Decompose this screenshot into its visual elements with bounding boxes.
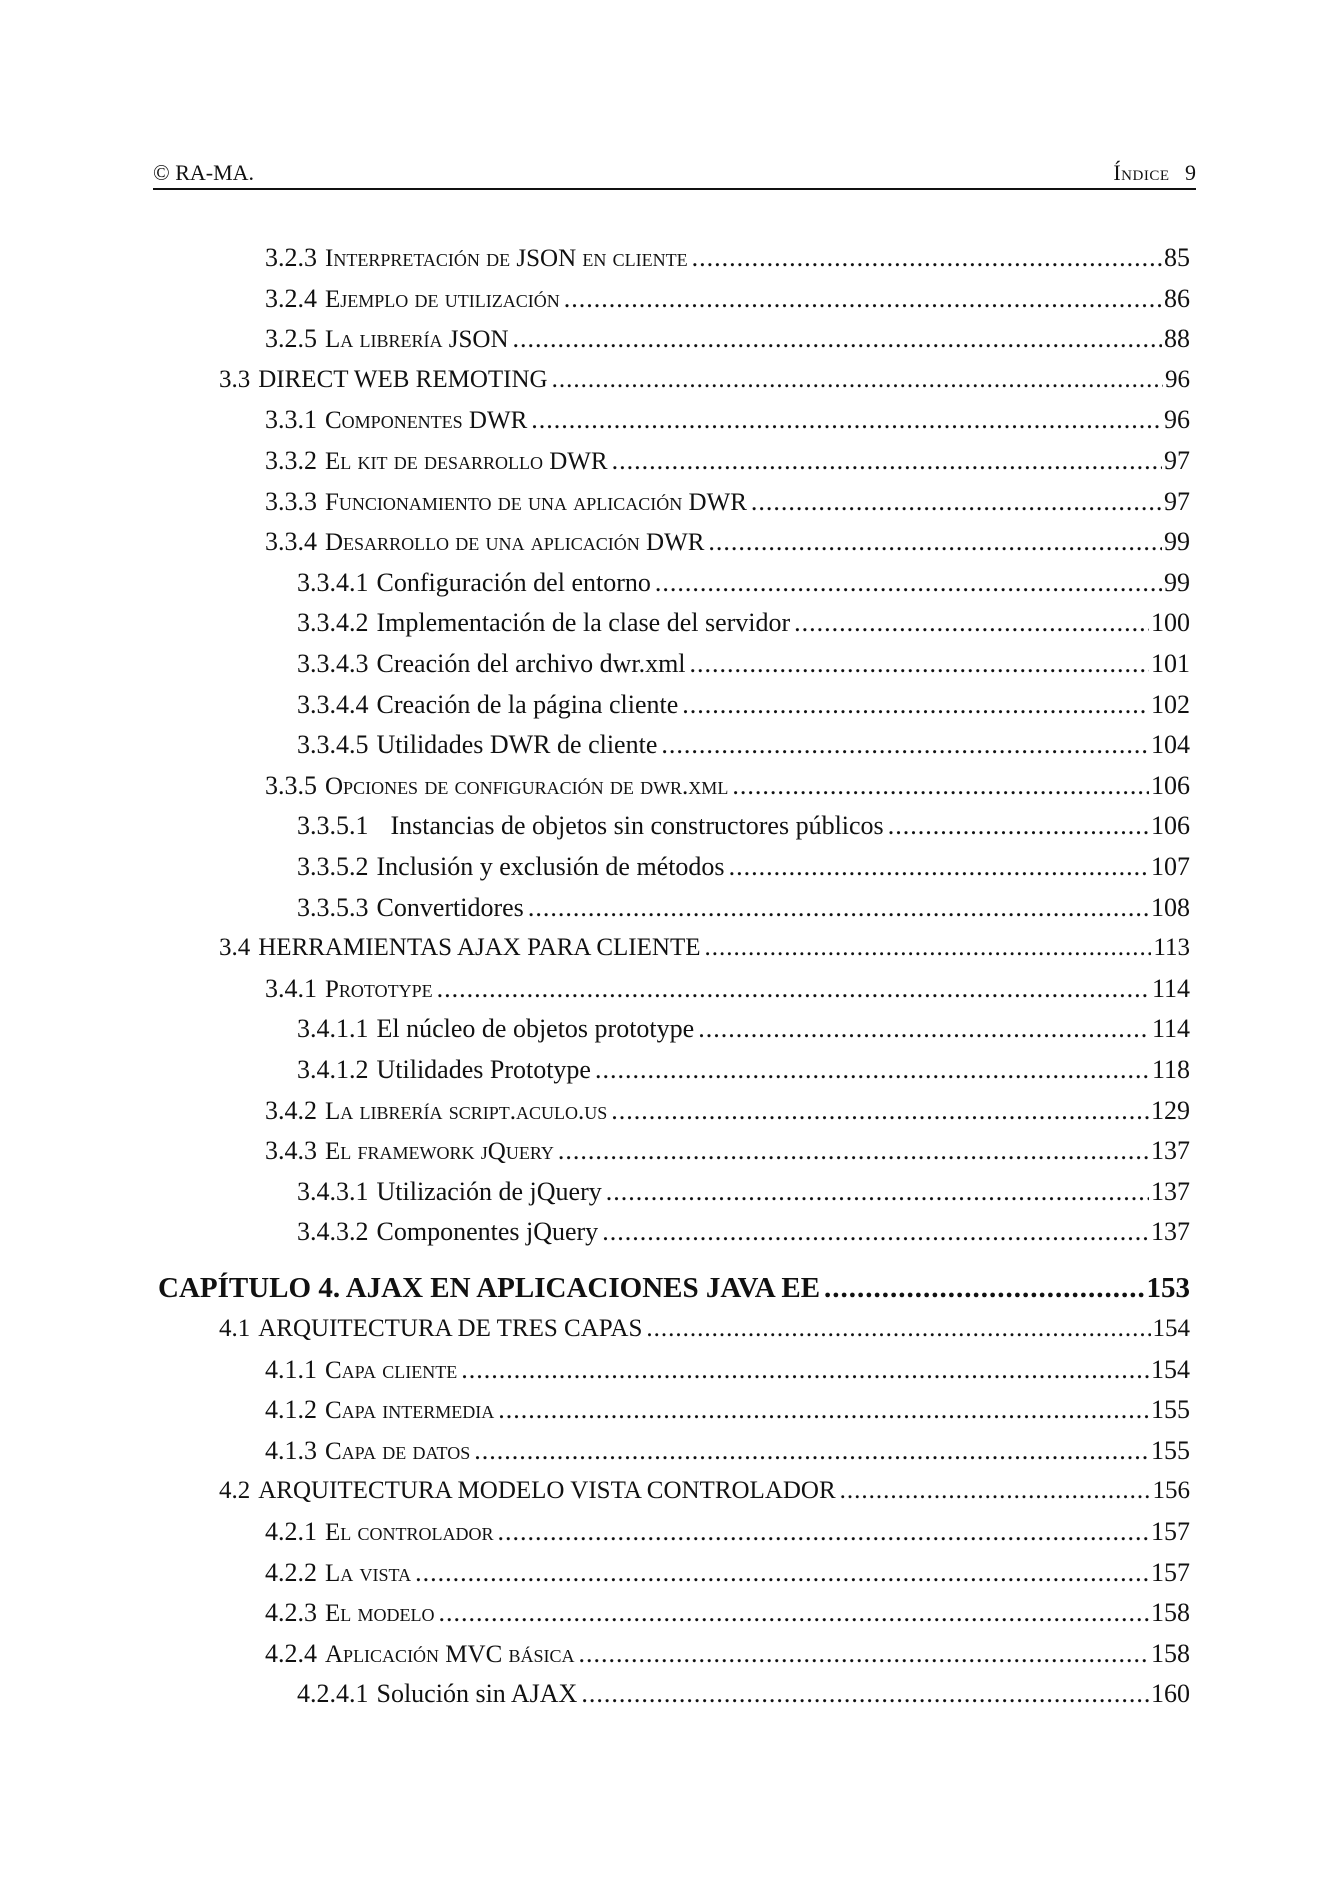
toc-entry-page: 97: [1164, 486, 1190, 516]
toc-entry-title: Funcionamiento de una aplicación DWR: [325, 488, 747, 516]
toc-entry-number: 3.3: [219, 365, 251, 393]
toc-entry-number: 3.4.1.2: [297, 1055, 369, 1084]
toc-entry: [297, 1172, 1190, 1212]
toc-entry-page: 107: [1151, 852, 1190, 881]
toc-entry: [265, 482, 1190, 522]
dot-leader: [528, 888, 1149, 928]
toc-entry-page: 106: [1151, 811, 1190, 841]
toc-entry-number: 4.2: [219, 1477, 251, 1505]
dot-leader: [595, 1050, 1150, 1090]
toc-entry-number: 3.3.4.4: [297, 689, 369, 719]
toc-chapter-entry: [158, 1265, 1190, 1311]
toc-entry-page: 129: [1151, 1095, 1190, 1125]
dot-leader: [581, 1674, 1149, 1714]
toc-entry-title: Opciones de configuración de dwr.xml: [325, 772, 729, 800]
toc-entry: [297, 603, 1190, 643]
dot-leader: [558, 1131, 1149, 1171]
toc-entry-number: 3.4.3: [265, 1136, 317, 1166]
toc-entry-page: 108: [1151, 892, 1190, 922]
toc-entry-number: 3.4: [219, 934, 251, 962]
toc-entry-title: Instancias de objetos sin constructores públicos: [390, 811, 884, 841]
toc-entry-page: 102: [1151, 689, 1190, 719]
toc-entry: [265, 1634, 1190, 1674]
toc-entry: [297, 685, 1190, 725]
dot-leader: [732, 766, 1149, 806]
toc-entry-title: La vista: [325, 1559, 412, 1587]
toc-entry-title: Capa de datos: [325, 1437, 471, 1465]
toc-entry: [265, 1390, 1190, 1430]
dot-leader: [415, 1553, 1149, 1593]
toc-entry-number: 4.1.3: [265, 1435, 317, 1465]
dot-leader: [461, 1350, 1149, 1390]
toc-entry-title: Inclusión y exclusión de métodos: [376, 852, 725, 881]
toc-entry-page: 88: [1164, 324, 1190, 354]
toc-entry: [297, 563, 1190, 603]
toc-entry: [219, 928, 1190, 968]
toc-entry-page: 101: [1151, 649, 1190, 678]
dot-leader: [498, 1390, 1149, 1430]
toc-entry: [297, 725, 1190, 765]
toc-entry-number: 4.2.1: [265, 1517, 317, 1546]
dot-leader: [708, 522, 1162, 562]
dot-leader: [579, 1634, 1149, 1674]
dot-leader: [437, 969, 1150, 1009]
dot-leader: [513, 319, 1162, 359]
dot-leader: [729, 847, 1149, 887]
toc-entry-number: 3.2.3: [265, 243, 317, 272]
toc-entry-page: 137: [1151, 1217, 1190, 1247]
dot-leader: [794, 603, 1149, 643]
toc-entry-title: Componentes jQuery: [376, 1217, 599, 1247]
toc-entry-number: 3.3.4: [265, 527, 317, 557]
toc-entry-title: Desarrollo de una aplicación DWR: [325, 529, 705, 557]
running-head: [1113, 160, 1196, 186]
index-label: Índice: [1113, 160, 1170, 185]
dot-leader: [646, 1309, 1150, 1349]
toc-entry-title: Capa cliente: [325, 1356, 458, 1384]
toc-entry-title: Configuración del entorno: [376, 567, 651, 597]
dot-leader: [564, 279, 1162, 319]
toc-entry-number: 3.3.1: [265, 405, 317, 435]
toc-entry-title: Componentes DWR: [325, 407, 528, 435]
toc-entry-page: 86: [1164, 283, 1190, 313]
toc-entry-number: 3.3.4.1: [297, 567, 369, 597]
toc-entry-page: 160: [1151, 1679, 1190, 1709]
dot-leader: [474, 1431, 1149, 1471]
toc-entry-title: DIRECT WEB REMOTING: [258, 365, 548, 393]
toc-entry-page: 99: [1164, 527, 1190, 557]
toc-entry-page: 99: [1164, 567, 1190, 597]
dot-leader: [698, 1009, 1150, 1049]
toc-entry-title: Ejemplo de utilización: [325, 285, 560, 313]
toc-entry-page: 113: [1153, 934, 1190, 962]
toc-entry: [297, 888, 1190, 928]
toc-entry: [265, 522, 1190, 562]
toc-entry-page: 154: [1152, 1315, 1190, 1342]
toc-entry-number: 4.1: [219, 1315, 251, 1342]
toc-entry: [265, 1553, 1190, 1593]
toc-entry: [297, 1050, 1190, 1090]
dot-leader: [692, 238, 1162, 278]
toc-entry-number: 3.3.5.3: [297, 892, 369, 922]
dot-leader: [531, 400, 1162, 440]
toc-entry-page: 100: [1151, 608, 1190, 638]
toc-entry: [219, 360, 1190, 400]
toc-entry-title: Creación de la página cliente: [376, 689, 679, 719]
toc-entry: [219, 1471, 1190, 1511]
copyright-text: © RA-MA.: [153, 160, 255, 185]
toc-entry-number: 3.3.4.5: [297, 730, 369, 760]
toc-entry-title: Implementación de la clase del servidor: [376, 608, 791, 638]
toc-entry-title: Prototype: [325, 975, 433, 1003]
toc-entry-title: La librería JSON: [325, 326, 509, 354]
toc-entry-number: 3.3.3: [265, 486, 317, 516]
toc-entry-number: 4.2.3: [265, 1598, 317, 1628]
toc-entry-number: 3.4.1.1: [297, 1014, 369, 1044]
toc-entry-title: Aplicación MVC básica: [325, 1640, 575, 1668]
toc-entry-title: Creación del archivo dwr.xml: [376, 649, 686, 678]
toc-entry-number: 4.1.1: [265, 1354, 317, 1384]
toc-entry-title: Utilización de jQuery: [376, 1176, 602, 1206]
toc-entry-number: 3.4.3.1: [297, 1176, 369, 1206]
toc-entry-title: ARQUITECTURA DE TRES CAPAS: [258, 1315, 643, 1342]
toc-entry-title: Capa intermedia: [325, 1397, 495, 1425]
toc-entry: [297, 806, 1190, 846]
toc-entry-page: 118: [1151, 1055, 1190, 1084]
toc-entry-page: 156: [1152, 1477, 1190, 1505]
toc-entry-title: El framework jQuery: [325, 1138, 554, 1166]
dot-leader: [498, 1512, 1149, 1552]
toc-entry-title: Utilidades Prototype: [376, 1055, 591, 1084]
dot-leader: [751, 482, 1162, 522]
toc-entry: [297, 1674, 1190, 1714]
dot-leader: [612, 441, 1162, 481]
toc-entry-page: 155: [1151, 1395, 1190, 1425]
toc-entry: [219, 1309, 1190, 1349]
toc-entry: [265, 238, 1190, 278]
toc-entry-title: La librería script.aculo.us: [325, 1097, 608, 1125]
toc-entry: [265, 279, 1190, 319]
toc-entry-page: 85: [1164, 243, 1190, 272]
toc-entry-page: 155: [1151, 1435, 1190, 1465]
toc-entry: [265, 1593, 1190, 1633]
toc-entry-number: 3.4.2: [265, 1095, 317, 1125]
toc-entry-page: 96: [1165, 365, 1190, 393]
toc-entry-page: 157: [1151, 1517, 1190, 1546]
toc-entry-page: 153: [1146, 1272, 1190, 1304]
toc-entry-number: 3.3.4.3: [297, 649, 369, 678]
toc-entry-title: Convertidores: [376, 892, 524, 922]
toc-entry-number: 4.1.2: [265, 1395, 317, 1425]
toc-entry-page: 96: [1164, 405, 1190, 435]
dot-leader: [682, 685, 1149, 725]
toc-entry: [265, 1512, 1190, 1552]
toc-entry: [265, 1431, 1190, 1471]
toc-entry-title: El controlador: [325, 1519, 494, 1546]
toc-entry: [265, 969, 1190, 1009]
toc-entry-page: 97: [1164, 446, 1190, 475]
dot-leader: [602, 1212, 1149, 1252]
toc-entry-number: 3.3.5: [265, 770, 317, 800]
toc-entry-page: 137: [1151, 1136, 1190, 1166]
toc-entry: [297, 1009, 1190, 1049]
toc-entry: [265, 1091, 1190, 1131]
toc-entry-number: 3.4.1: [265, 973, 317, 1003]
toc-entry: [297, 644, 1190, 684]
toc-entry-page: 114: [1151, 1014, 1190, 1044]
toc-entry-page: 106: [1151, 770, 1190, 800]
toc-entry: [297, 1212, 1190, 1252]
toc-entry-page: 114: [1151, 973, 1190, 1003]
dot-leader: [606, 1172, 1149, 1212]
toc-entry-page: 104: [1151, 730, 1190, 760]
toc-entry-title: El núcleo de objetos prototype: [376, 1014, 695, 1044]
toc-entry: [265, 441, 1190, 481]
toc-entry-title: Utilidades DWR de cliente: [376, 730, 658, 760]
toc-entry-number: 4.2.4: [265, 1638, 317, 1668]
toc-entry-number: 4.2.2: [265, 1557, 317, 1587]
toc-entry-number: 3.3.5.2: [297, 852, 369, 881]
toc-entry: [297, 847, 1190, 887]
dot-leader: [824, 1265, 1144, 1311]
toc-entry: [265, 1350, 1190, 1390]
toc-entry-title: Interpretación de JSON en cliente: [325, 245, 688, 272]
toc-entry: [265, 1131, 1190, 1171]
dot-leader: [655, 563, 1162, 603]
page-header: [153, 158, 1196, 190]
dot-leader: [705, 928, 1152, 968]
dot-leader: [611, 1091, 1149, 1131]
dot-leader: [690, 644, 1149, 684]
toc-entry-title: CAPÍTULO 4. AJAX EN APLICACIONES JAVA EE: [158, 1272, 821, 1304]
toc-entry-title: Solución sin AJAX: [376, 1679, 578, 1709]
toc-entry-number: 3.3.4.2: [297, 608, 369, 638]
toc-entry-title: El modelo: [325, 1600, 435, 1628]
page-number: 9: [1185, 160, 1196, 185]
toc-entry-number: 3.3.2: [265, 446, 317, 475]
dot-leader: [439, 1593, 1149, 1633]
toc-entry: [265, 319, 1190, 359]
toc-entry-number: 3.3.5.1: [297, 811, 369, 841]
toc-entry-page: 137: [1151, 1176, 1190, 1206]
toc-entry-title: HERRAMIENTAS AJAX PARA CLIENTE: [258, 934, 701, 962]
toc-entry-title: ARQUITECTURA MODELO VISTA CONTROLADOR: [258, 1477, 836, 1505]
toc-entry-page: 158: [1151, 1598, 1190, 1628]
dot-leader: [552, 360, 1163, 400]
toc-entry-page: 158: [1151, 1638, 1190, 1668]
toc-entry-title: El kit de desarrollo DWR: [325, 448, 608, 475]
toc-entry-number: 4.2.4.1: [297, 1679, 369, 1709]
toc-entry: [265, 400, 1190, 440]
toc-entry-page: 154: [1151, 1354, 1190, 1384]
dot-leader: [888, 806, 1149, 846]
dot-leader: [661, 725, 1149, 765]
toc-entry-page: 157: [1151, 1557, 1190, 1587]
dot-leader: [840, 1471, 1151, 1511]
toc-entry-number: 3.2.4: [265, 283, 317, 313]
toc-entry: [265, 766, 1190, 806]
toc-entry-number: 3.4.3.2: [297, 1217, 369, 1247]
toc-entry-number: 3.2.5: [265, 324, 317, 354]
